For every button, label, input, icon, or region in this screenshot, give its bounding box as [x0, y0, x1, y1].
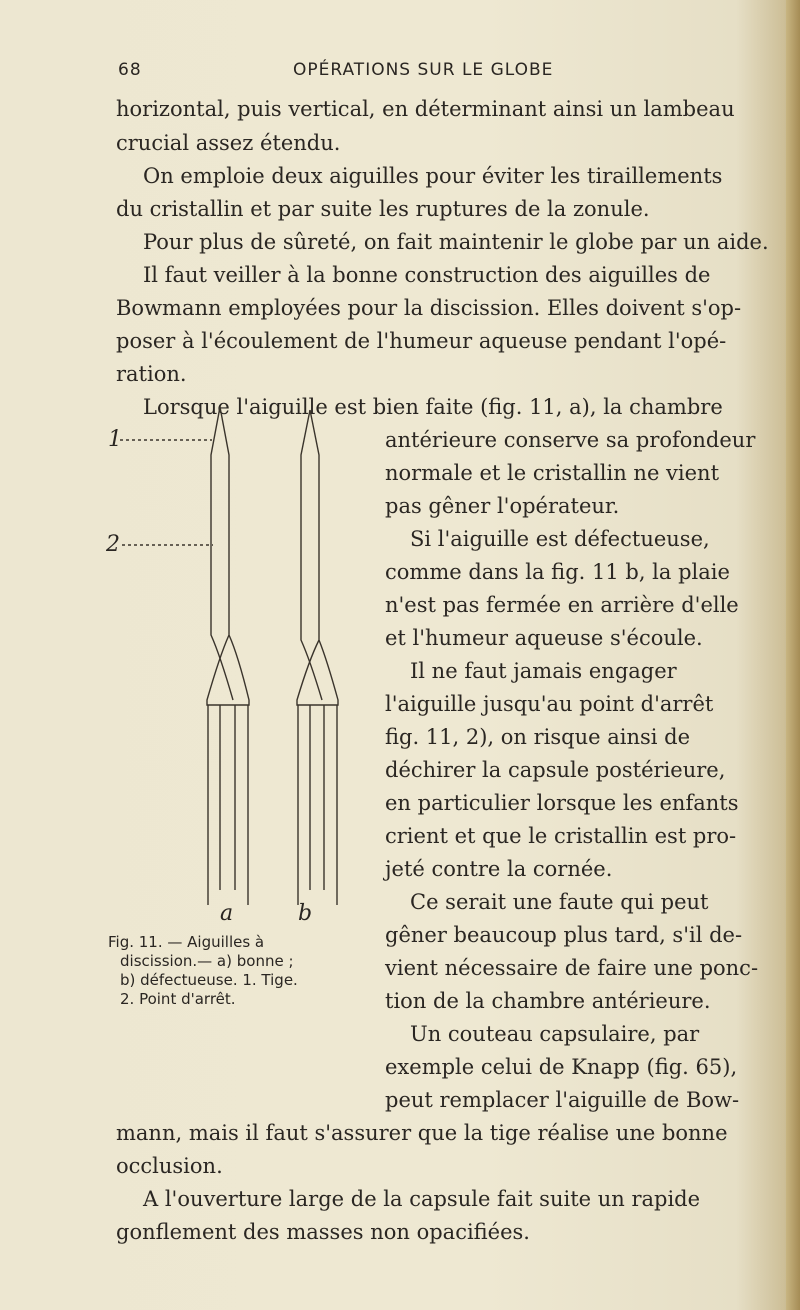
text-line: jeté contre la cornée.	[385, 857, 613, 881]
needle-a-outline	[207, 407, 249, 705]
text-line: du cristallin et par suite les ruptures de la zonule.	[116, 197, 650, 221]
needle-figure	[106, 385, 372, 945]
text-line: crient et que le cristallin est pro-	[385, 824, 737, 848]
text-line: Lorsque l'aiguille est bien faite (fig. 11, a), la chambre	[143, 395, 723, 419]
text-line: antérieure conserve sa profondeur	[385, 428, 756, 452]
text-line: vient nécessaire de faire une ponc-	[385, 956, 759, 980]
text-line: normale et le cristallin ne vient	[385, 461, 720, 485]
page-header	[118, 60, 740, 84]
text-line: exemple celui de Knapp (fig. 65),	[385, 1055, 738, 1079]
figure-caption	[108, 933, 360, 1009]
caption-line: discission.— a) bonne ;	[120, 952, 294, 970]
text-line: Bowmann employées pour la discission. Elles doivent s'op-	[116, 296, 742, 320]
text-line: Pour plus de sûreté, on fait maintenir le globe par un aide.	[143, 230, 769, 254]
caption-line: b) défectueuse. 1. Tige.	[120, 971, 298, 989]
text-line: occlusion.	[116, 1154, 223, 1178]
text-line: Si l'aiguille est défectueuse,	[410, 527, 710, 551]
page-number: 68	[118, 60, 142, 80]
text-line: Il faut veiller à la bonne construction des aiguilles de	[143, 263, 711, 287]
text-line: gonflement des masses non opacifiées.	[116, 1220, 530, 1244]
needles-drawing	[112, 385, 372, 905]
text-line: peut remplacer l'aiguille de Bow-	[385, 1088, 740, 1112]
text-line: et l'humeur aqueuse s'écoule.	[385, 626, 703, 650]
text-line: comme dans la fig. 11 b, la plaie	[385, 560, 730, 584]
text-line: déchirer la capsule postérieure,	[385, 758, 726, 782]
text-line: l'aiguille jusqu'au point d'arrêt	[385, 692, 714, 716]
caption-line: 2. Point d'arrêt.	[120, 990, 236, 1008]
page-edge	[786, 0, 800, 1310]
text-line: gêner beaucoup plus tard, s'il de-	[385, 923, 743, 947]
figure-label-b: b	[298, 901, 313, 926]
text-line: mann, mais il faut s'assurer que la tige réalise une bonne	[116, 1121, 728, 1145]
figure-label-2: 2	[106, 532, 120, 557]
text-line: Ce serait une faute qui peut	[410, 890, 709, 914]
text-line: A l'ouverture large de la capsule fait suite un rapide	[143, 1187, 701, 1211]
text-line: Un couteau capsulaire, par	[410, 1022, 700, 1046]
figure-label-1: 1	[108, 427, 122, 452]
text-line: tion de la chambre antérieure.	[385, 989, 711, 1013]
text-line: fig. 11, 2), on risque ainsi de	[385, 725, 691, 749]
needle-b-outline	[297, 410, 338, 705]
text-line: poser à l'écoulement de l'humeur aqueuse pendant l'opé-	[116, 329, 727, 353]
caption-line: Fig. 11. — Aiguilles à	[108, 933, 265, 951]
text-line: Il ne faut jamais engager	[410, 659, 677, 683]
running-head: OPÉRATIONS SUR LE GLOBE	[293, 60, 554, 80]
figure-label-a: a	[220, 901, 234, 926]
text-line: n'est pas fermée en arrière d'elle	[385, 593, 739, 617]
text-line: On emploie deux aiguilles pour éviter les tiraillements	[143, 164, 723, 188]
text-line: en particulier lorsque les enfants	[385, 791, 739, 815]
text-line: ration.	[116, 362, 187, 386]
text-line: pas gêner l'opérateur.	[385, 494, 620, 518]
text-line: crucial assez étendu.	[116, 131, 341, 155]
text-line: horizontal, puis vertical, en déterminant ainsi un lambeau	[116, 97, 735, 121]
